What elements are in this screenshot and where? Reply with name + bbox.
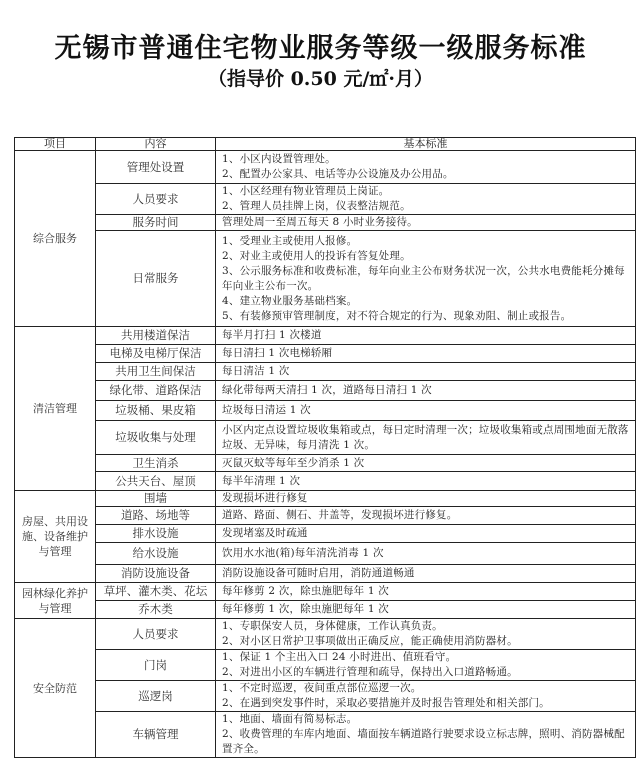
table-row: [15, 543, 636, 565]
standard-line: 2、配置办公家具、电话等办公设施及办公用品。: [222, 168, 454, 180]
item-cell: 道路、场地等: [96, 507, 216, 525]
standard-cell: [216, 507, 636, 525]
table-row: [15, 401, 636, 421]
standard-line: 发现堵塞及时疏通: [222, 527, 308, 539]
standard-line: 1、不定时巡逻，夜间重点部位巡逻一次。: [222, 682, 422, 694]
page-title: 无锡市普通住宅物业服务等级一级服务标准: [54, 33, 587, 64]
standard-cell: [216, 601, 636, 619]
standard-line: 消防设施设备可随时启用，消防通道畅通: [222, 567, 415, 579]
item-cell: 人员要求: [96, 184, 216, 215]
item-cell: 乔木类: [96, 601, 216, 619]
table-row: [15, 327, 636, 345]
table-row: [15, 619, 636, 650]
standard-cell: [216, 151, 636, 184]
category-cell: 安全防范: [15, 619, 96, 758]
standard-line: 2、对业主或使用人的投诉有答复处理。: [222, 249, 411, 262]
standard-line: 1、地面、墙面有简易标志。: [222, 713, 358, 725]
item-cell: 共用楼道保洁: [96, 327, 216, 345]
standard-cell: [216, 491, 636, 507]
standard-line: 2、在遇到突发事件时，采取必要措施并及时报告管理处和相关部门。: [222, 697, 550, 709]
standard-cell: [216, 455, 636, 472]
table-row: [15, 455, 636, 472]
header-item: 内容: [96, 138, 216, 151]
standard-line: 1、小区经理有物业管理员上岗证。: [222, 185, 390, 197]
standard-line: 发现损坏进行修复: [222, 492, 308, 504]
category-cell: 综合服务: [15, 151, 96, 327]
standard-line: 1、受理业主或使用人报修。: [222, 234, 358, 247]
table-row: [15, 472, 636, 491]
item-cell: 绿化带、道路保洁: [96, 381, 216, 401]
table-row: [15, 363, 636, 381]
item-cell: 门岗: [96, 650, 216, 681]
standard-line: 每日清洁 1 次: [222, 365, 290, 377]
standard-line: 垃圾每日清运 1 次: [222, 404, 311, 416]
item-cell: 消防设施设备: [96, 565, 216, 583]
standard-line: 3、公示服务标准和收费标准，每年向业主公布财务状况一次，公共水电费能耗分摊每年向业主公布一次。: [222, 264, 625, 292]
standard-line: 2、对进出小区的车辆进行管理和疏导，保持出入口道路畅通。: [222, 666, 518, 678]
standard-cell: [216, 650, 636, 681]
table-row: [15, 151, 636, 184]
standard-cell: [216, 525, 636, 543]
item-cell: 共用卫生间保洁: [96, 363, 216, 381]
standard-line: 饮用水水池(箱)每年清洗消毒 1 次: [222, 547, 384, 559]
table-row: [15, 681, 636, 712]
standard-line: 1、保证 1 个主出入口 24 小时进出、值班看守。: [222, 651, 457, 663]
standard-line: 道路、路面、侧石、井盖等，发现损坏进行修复。: [222, 509, 458, 521]
table-row: [15, 491, 636, 507]
item-cell: 卫生消杀: [96, 455, 216, 472]
item-cell: 给水设施: [96, 543, 216, 565]
standard-line: 4、建立物业服务基础档案。: [222, 294, 358, 307]
item-cell: 垃圾收集与处理: [96, 421, 216, 455]
standard-line: 绿化带每两天清扫 1 次，道路每日清扫 1 次: [222, 384, 432, 396]
standard-cell: [216, 381, 636, 401]
table-row: [15, 507, 636, 525]
standard-cell: [216, 421, 636, 455]
standard-line: 2、对小区日常护卫事项做出正确反应，能正确使用消防器材。: [222, 635, 518, 647]
standard-line: 每半年清理 1 次: [222, 474, 301, 487]
item-cell: 日常服务: [96, 231, 216, 327]
table-row: [15, 601, 636, 619]
standard-cell: [216, 184, 636, 215]
standard-line: 每年修剪 2 次，除虫施肥每年 1 次: [222, 585, 390, 597]
standard-line: 管理处周一至周五每天 8 小时业务接待。: [222, 216, 418, 228]
table-row: [15, 650, 636, 681]
table-header-row: [15, 138, 636, 151]
item-cell: 服务时间: [96, 215, 216, 231]
item-cell: 车辆管理: [96, 712, 216, 758]
standard-line: 小区内定点设置垃圾收集箱或点，每日定时清理一次；垃圾收集箱或点周围地面无散落垃圾、无异味，每月清洗 1 次。: [222, 423, 629, 451]
standard-line: 1、小区内设置管理处。: [222, 153, 336, 165]
standard-line: 5、有装修预审管理制度，对不符合规定的行为、现象劝阻、制止或报告。: [222, 309, 572, 322]
item-cell: 巡逻岗: [96, 681, 216, 712]
item-cell: 人员要求: [96, 619, 216, 650]
standard-cell: [216, 565, 636, 583]
standard-cell: [216, 681, 636, 712]
standard-line: 2、收费管理的车库内地面、墙面按车辆道路行驶要求设立标志牌，照明、消防器械配置齐全。: [222, 728, 625, 755]
item-cell: 草坪、灌木类、花坛: [96, 583, 216, 601]
standard-cell: [216, 472, 636, 491]
item-cell: 管理处设置: [96, 151, 216, 184]
table-row: [15, 231, 636, 327]
table-row: [15, 583, 636, 601]
table-row: [15, 215, 636, 231]
category-cell: 园林绿化养护与管理: [15, 583, 96, 619]
standard-cell: [216, 583, 636, 601]
item-cell: 公共天台、屋顶: [96, 472, 216, 491]
standard-cell: [216, 215, 636, 231]
standard-cell: [216, 363, 636, 381]
item-cell: 排水设施: [96, 525, 216, 543]
standard-line: 2、管理人员挂牌上岗，仪表整洁规范。: [222, 200, 411, 212]
table-row: [15, 184, 636, 215]
standard-line: 每日清扫 1 次电梯轿厢: [222, 347, 333, 359]
standard-cell: [216, 231, 636, 327]
price-subtitle: （指导价 0.50 元/㎡·月）: [207, 68, 434, 90]
standard-cell: [216, 712, 636, 758]
table-row: [15, 421, 636, 455]
item-cell: 电梯及电梯厅保洁: [96, 345, 216, 363]
standard-cell: [216, 401, 636, 421]
standard-cell: [216, 619, 636, 650]
table-row: [15, 381, 636, 401]
table-row: [15, 712, 636, 758]
header-category: 项目: [15, 138, 96, 151]
standard-line: 灭鼠灭蚊等每年至少消杀 1 次: [222, 456, 365, 469]
category-cell: 清洁管理: [15, 327, 96, 491]
table-row: [15, 345, 636, 363]
standard-line: 每半月打扫 1 次楼道: [222, 329, 322, 341]
standard-cell: [216, 345, 636, 363]
header-standard: 基本标准: [216, 138, 636, 151]
table-row: [15, 525, 636, 543]
standard-cell: [216, 543, 636, 565]
item-cell: 围墙: [96, 491, 216, 507]
standard-line: 每年修剪 1 次，除虫施肥每年 1 次: [222, 603, 390, 615]
service-standard-table: [14, 137, 636, 758]
table-row: [15, 565, 636, 583]
standard-cell: [216, 327, 636, 345]
category-cell: 房屋、共用设施、设备维护与管理: [15, 491, 96, 583]
standard-line: 1、专职保安人员，身体健康，工作认真负责。: [222, 620, 443, 632]
item-cell: 垃圾桶、果皮箱: [96, 401, 216, 421]
